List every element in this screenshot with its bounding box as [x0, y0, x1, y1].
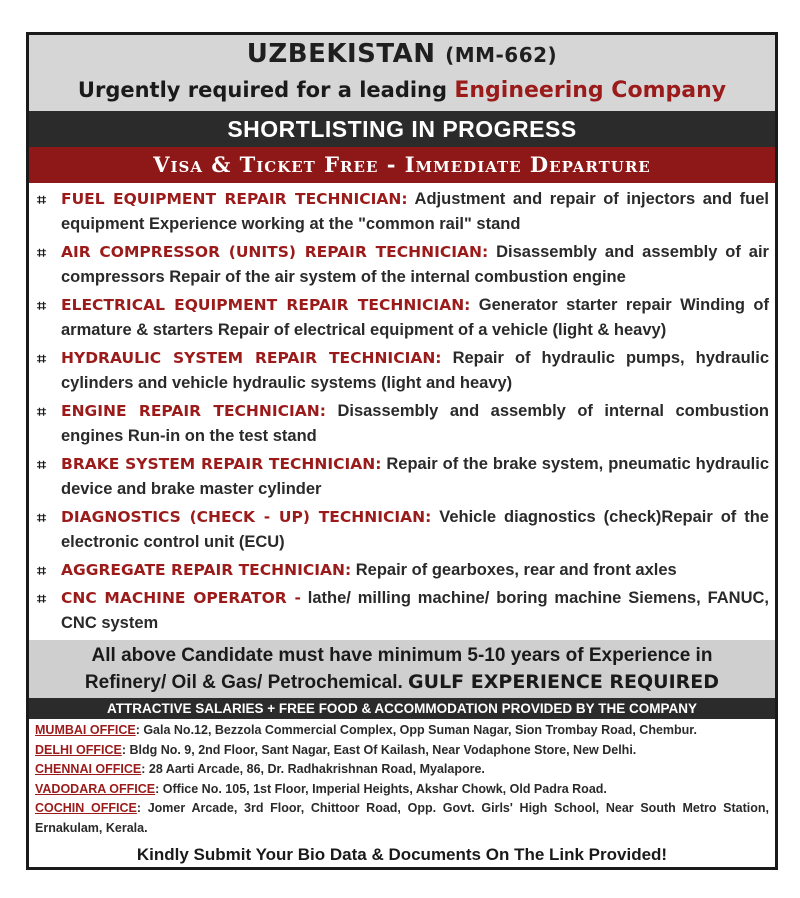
job-text — [61, 505, 769, 555]
job-title: BRAKE SYSTEM REPAIR TECHNICIAN: — [61, 455, 382, 473]
office-address: Office No. 105, 1st Floor, Imperial Heights, Akshar Chowk, Old Padra Road. — [162, 781, 607, 796]
job-description: Disassembly and assembly of air compressors Repair of the air system of the internal combustion engine — [61, 243, 769, 286]
subtitle — [29, 72, 775, 109]
job-item — [37, 558, 769, 583]
office-address: 28 Aarti Arcade, 86, Dr. Radhakrishnan Road, Myalapore. — [148, 762, 485, 776]
submit-instruction: Kindly Submit Your Bio Data & Documents On The Link Provided! — [136, 845, 668, 864]
office-label: MUMBAI OFFICE — [35, 723, 136, 737]
job-item — [37, 187, 769, 237]
hash-bullet-icon: ⌗ — [37, 243, 47, 262]
country-name: UZBEKISTAN — [246, 39, 436, 69]
job-item — [37, 452, 769, 502]
job-title: AIR COMPRESSOR (UNITS) REPAIR TECHNICIAN: — [61, 243, 489, 261]
job-title: CNC MACHINE OPERATOR - — [61, 589, 301, 607]
requirement-line-2 — [29, 669, 775, 696]
job-text — [61, 586, 769, 636]
hash-bullet-icon: ⌗ — [37, 296, 47, 315]
job-code: (MM-662) — [445, 43, 558, 67]
hash-bullet-icon: ⌗ — [37, 455, 47, 474]
requirement-line-1: All above Candidate must have minimum 5-10 years of Experience in — [91, 645, 713, 666]
header-band — [29, 35, 775, 111]
office-item: VADODARA OFFICE: Office No. 105, 1st Floor, Imperial Heights, Akshar Chowk, Old Padra Road. — [35, 781, 607, 796]
job-title: FUEL EQUIPMENT REPAIR TECHNICIAN: — [61, 190, 408, 208]
job-description: Vehicle diagnostics (check)Repair of the electronic control unit (ECU) — [61, 508, 769, 551]
job-title: ELECTRICAL EQUIPMENT REPAIR TECHNICIAN: — [61, 296, 471, 314]
page-title — [29, 37, 775, 72]
job-description: Repair of the brake system, pneumatic hydraulic device and brake master cylinder — [61, 455, 769, 498]
job-item — [37, 346, 769, 396]
office-label: VADODARA OFFICE — [35, 781, 156, 796]
job-item — [37, 505, 769, 555]
job-text — [61, 452, 769, 502]
office-address: Gala No.12, Bezzola Commercial Complex, Opp Suman Nagar, Sion Trombay Road, Chembur. — [143, 723, 697, 737]
job-title: DIAGNOSTICS (CHECK - UP) TECHNICIAN: — [61, 508, 432, 526]
hash-bullet-icon: ⌗ — [37, 508, 47, 527]
job-item — [37, 586, 769, 636]
job-description: lathe/ milling machine/ boring machine Siemens, FANUC, CNC system — [61, 589, 769, 632]
job-title: AGGREGATE REPAIR TECHNICIAN: — [61, 561, 352, 579]
hash-bullet-icon: ⌗ — [37, 402, 47, 421]
job-description: Generator starter repair Winding of armature & starters Repair of electrical equipment of a vehicle (light & heavy) — [61, 296, 769, 339]
job-text — [61, 399, 769, 449]
gulf-requirement: GULF EXPERIENCE REQUIRED — [408, 671, 720, 693]
advertisement-frame — [26, 32, 778, 870]
job-description: Adjustment and repair of injectors and fuel equipment Experience working at the "common rail" stand — [61, 190, 769, 233]
job-title: HYDRAULIC SYSTEM REPAIR TECHNICIAN: — [61, 349, 442, 367]
job-item — [37, 399, 769, 449]
hash-bullet-icon: ⌗ — [37, 589, 47, 608]
office-label: DELHI OFFICE — [35, 742, 122, 757]
hash-bullet-icon: ⌗ — [37, 349, 47, 368]
office-label: CHENNAI OFFICE — [35, 762, 142, 776]
office-address: Bldg No. 9, 2nd Floor, Sant Nagar, East Of Kailash, Near Vodaphone Store, New Delhi. — [129, 742, 637, 757]
office-item: COCHIN OFFICE: Jomer Arcade, 3rd Floor, Chittoor Road, Opp. Govt. Girls' High School, Near South Metro Station, Ernakulam, Kerala. — [35, 801, 770, 835]
office-list — [29, 719, 775, 838]
hash-bullet-icon: ⌗ — [37, 190, 47, 209]
hash-bullet-icon: ⌗ — [37, 561, 47, 580]
industries: Refinery/ Oil & Gas/ Petrochemical. — [84, 672, 403, 693]
job-item — [37, 293, 769, 343]
job-list — [29, 183, 775, 636]
company-type: Engineering Company — [454, 78, 727, 103]
job-text — [61, 240, 769, 290]
office-address: Jomer Arcade, 3rd Floor, Chittoor Road, Opp. Govt. Girls' High School, Near South Metro Station, Ernakulam, Kerala. — [35, 801, 770, 835]
salary-banner: ATTRACTIVE SALARIES + FREE FOOD & ACCOMMODATION PROVIDED BY THE COMPANY — [29, 698, 775, 719]
office-item: DELHI OFFICE: Bldg No. 9, 2nd Floor, Sant Nagar, East Of Kailash, Near Vodaphone Store, New Delhi. — [35, 742, 637, 757]
job-description: Repair of hydraulic pumps, hydraulic cylinders and vehicle hydraulic systems (light and heavy) — [61, 349, 769, 392]
job-title: ENGINE REPAIR TECHNICIAN: — [61, 402, 326, 420]
job-text — [61, 558, 769, 583]
job-description: Disassembly and assembly of internal combustion engines Run-in on the test stand — [61, 402, 769, 445]
office-label: COCHIN OFFICE — [35, 801, 137, 815]
office-item: MUMBAI OFFICE: Gala No.12, Bezzola Commercial Complex, Opp Suman Nagar, Sion Trombay Road, Chembur. — [35, 723, 697, 737]
experience-requirement — [29, 640, 775, 698]
job-text — [61, 293, 769, 343]
job-item — [37, 240, 769, 290]
shortlisting-banner: SHORTLISTING IN PROGRESS — [29, 111, 775, 147]
subtitle-prefix: Urgently required for a leading — [77, 78, 448, 102]
job-text — [61, 187, 769, 237]
office-item: CHENNAI OFFICE: 28 Aarti Arcade, 86, Dr. Radhakrishnan Road, Myalapore. — [35, 762, 485, 776]
visa-banner: Visa & Ticket Free - Immediate Departure — [29, 147, 775, 183]
job-text — [61, 346, 769, 396]
job-description: Repair of gearboxes, rear and front axles — [355, 561, 677, 579]
